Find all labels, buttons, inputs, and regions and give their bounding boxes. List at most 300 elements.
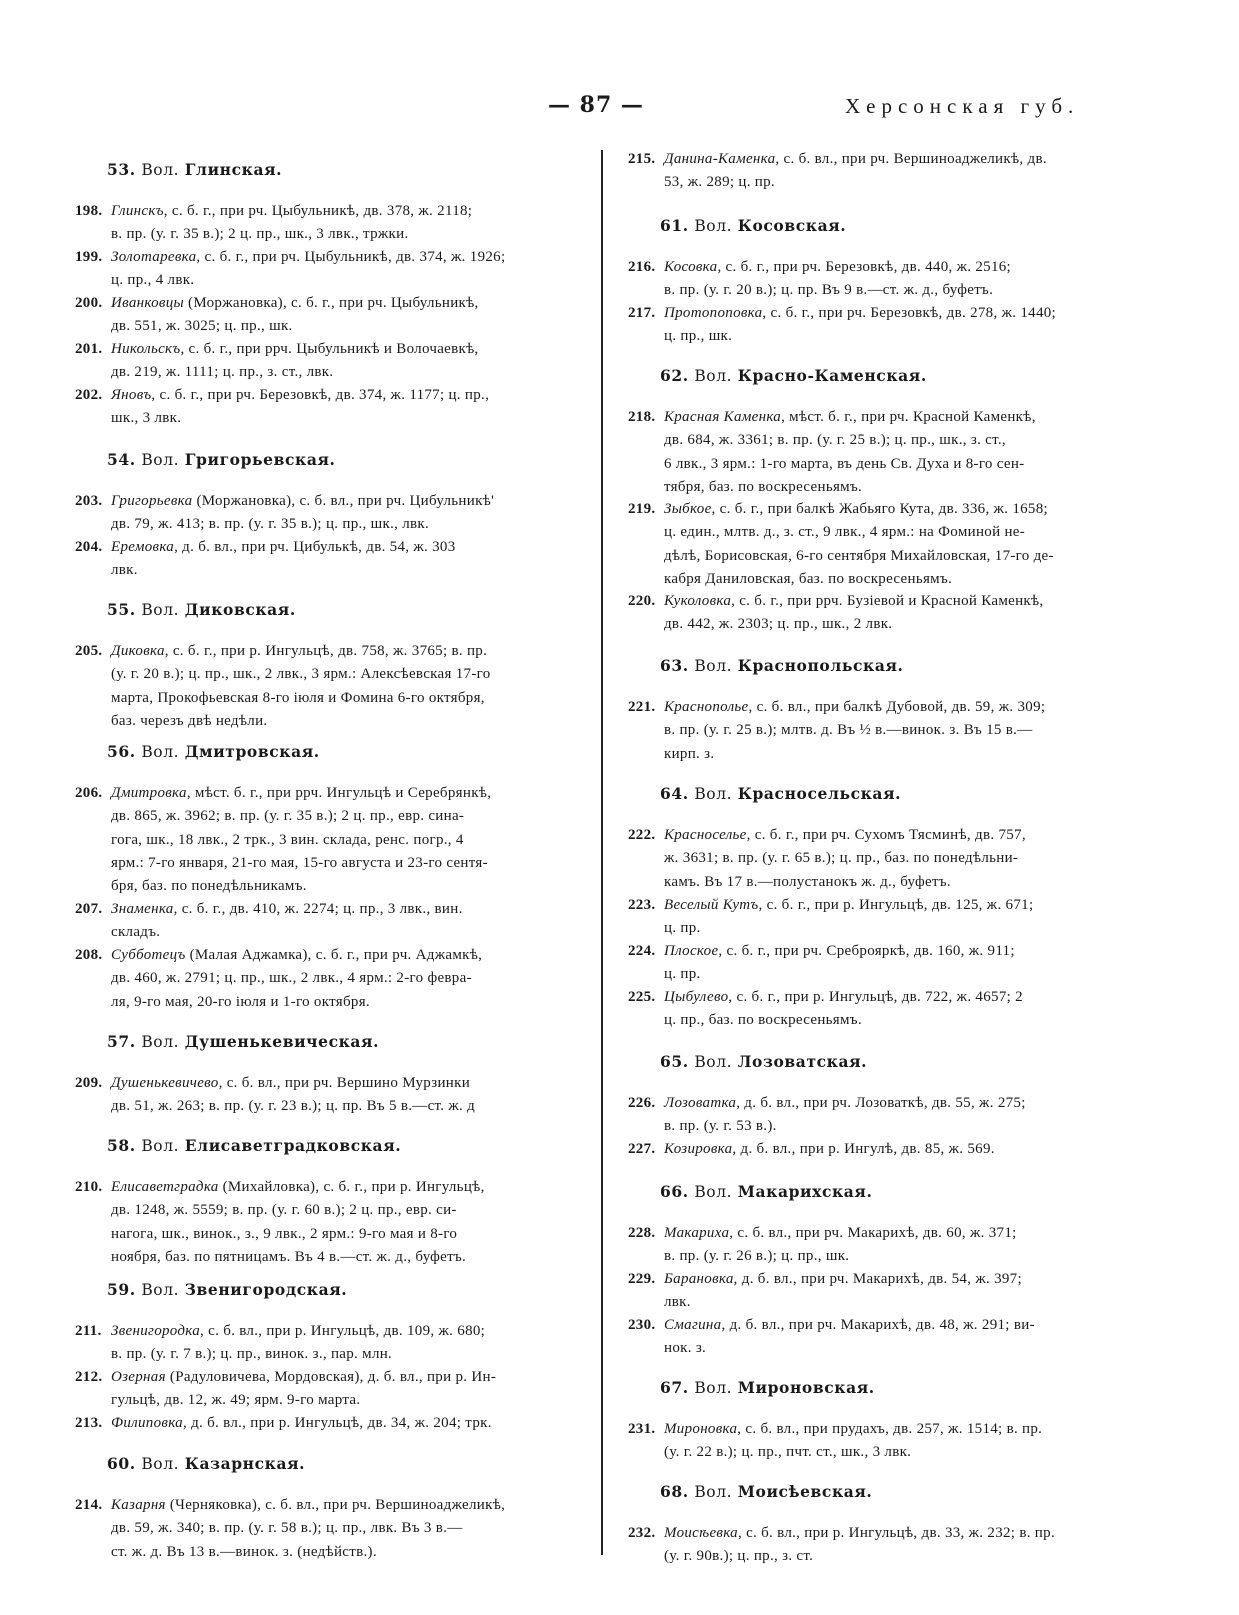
entry-continuation-line [75,1095,595,1118]
place-name: Субботецъ [111,947,186,963]
section-heading [75,450,595,469]
entry-continuation-line [75,1199,595,1222]
place-name: Звенигородка [111,1323,201,1339]
place-name: Лозоватка [664,1095,737,1111]
entry-text: дв. 1248, ж. 5559; в. пр. (у. г. 60 в.); 2 ц. пр., евр. си- [111,1202,457,1219]
place-name: Озерная [111,1369,166,1385]
section-number: 62. [660,366,689,385]
entry-text: , с. б. г., при рч. Березовкѣ, дв. 374, ж. 1177; ц. пр., [151,387,490,403]
entry-text: , мѣст. б. г., при ррч. Ингульцѣ и Серебрянкѣ, [186,785,492,801]
section-name: Григорьевская. [184,450,336,469]
place-name: Еремовка [111,539,175,555]
entry-text: марта, Прокофьевская 8-го іюля и Фомина 6-го октября, [111,689,485,706]
entry-first-line [75,384,595,407]
section-heading [628,1182,1150,1201]
section-number: 65. [660,1052,689,1071]
entry-text: дв. 219, ж. 1111; ц. пр., з. ст., лвк. [111,364,334,381]
entry-number: 206. [75,785,103,801]
section-name: Красно-Каменская. [737,366,927,385]
entry-number: 216. [628,259,656,275]
gazetteer-entry [628,498,1150,591]
entry-continuation-line [75,1246,595,1269]
entry-continuation-line [628,743,1150,766]
gazetteer-entry [628,1418,1150,1465]
entry-number: 222. [628,827,656,843]
entry-text: , с. б. вл., при прудахъ, дв. 257, ж. 1514; в. пр. [737,1421,1043,1437]
section-name: Макарихская. [737,1182,873,1201]
section-label: Вол. [694,367,733,385]
gazetteer-entry [628,256,1150,303]
section-name: Душенькевическая. [184,1032,380,1051]
entry-text: дѣлѣ, Борисовская, 6-го сентября Михайловская, 17-го де- [664,547,1054,564]
right-column [628,148,1150,1568]
entry-text: тября, баз. по воскресеньямъ. [664,478,863,495]
place-name: Зыбкое [664,501,712,517]
entry-first-line [628,696,1150,719]
place-name: Мироновка [664,1421,738,1437]
entry-text: , с. б. г., при рч. Сухомъ Тясминѣ, дв. 757, [746,827,1026,843]
section-heading [628,1482,1150,1501]
section-number: 58. [107,1136,136,1155]
entry-text: (Радуловичева, Мордовская), д. б. вл., при р. Ин- [165,1369,497,1385]
entry-continuation-line [75,829,595,852]
section-number: 66. [660,1182,689,1201]
entry-text: дв. 684, ж. 3361; в. пр. (у. г. 25 в.); ц. пр., шк., з. ст., [664,432,1006,449]
left-column [75,160,595,1580]
gazetteer-entry [75,490,595,537]
section-number: 60. [107,1454,136,1473]
entry-first-line [75,782,595,805]
entry-number: 225. [628,989,656,1005]
entry-number: 212. [75,1369,103,1385]
gazetteer-entry [75,1072,595,1119]
entry-text: лвк. [664,1294,691,1311]
entry-text: дв. 551, ж. 3025; ц. пр., шк. [111,318,293,335]
entry-text: кирп. з. [664,745,715,762]
entry-text: ц. пр. [664,966,701,983]
entry-number: 201. [75,341,103,357]
entry-first-line [628,986,1150,1009]
entry-continuation-line [75,223,595,246]
gazetteer-entry [75,338,595,385]
section-number: 63. [660,656,689,675]
entry-text: , с. б. вл., при р. Ингульцѣ, дв. 33, ж. 232; в. пр. [737,1525,1055,1541]
entry-first-line [75,246,595,269]
entry-continuation-line [628,476,1150,499]
place-name: Душенькевичево [111,1075,219,1091]
gazetteer-entry [628,1268,1150,1315]
entry-continuation-line [75,1223,595,1246]
entry-text: дв. 51, ж. 263; в. пр. (у. г. 23 в.); ц. пр. Въ 5 в.—ст. ж. д [111,1098,476,1115]
section-number: 64. [660,784,689,803]
entry-text: (у. г. 22 в.); ц. пр., пчт. ст., шк., 3 лвк. [664,1444,912,1461]
entry-continuation-line [75,1389,595,1412]
entry-text: , мѣст. б. г., при рч. Красной Каменкѣ, [781,409,1036,425]
entry-text: нок. з. [664,1340,707,1357]
entry-number: 215. [628,151,656,167]
section-heading [628,656,1150,675]
entry-text: , с. б. г., при балкѣ Жабьяго Кута, дв. 336, ж. 1658; [711,501,1048,517]
section-name: Лозоватская. [737,1052,868,1071]
entry-text: нагога, шк., винок., з., 9 лвк., 2 ярм.: 9-го мая и 8-го [111,1225,458,1242]
entry-text: бря, баз. по понедѣльникамъ. [111,878,307,895]
entry-first-line [628,590,1150,613]
place-name: Косовка [664,259,718,275]
entry-text: дв. 460, ж. 2791; ц. пр., шк., 2 лвк., 4 ярм.: 2-го февра- [111,970,472,987]
section-name: Мироновская. [737,1378,875,1397]
entry-continuation-line [628,917,1150,940]
entry-first-line [75,1072,595,1095]
entry-first-line [628,1222,1150,1245]
entry-text: (Моржановка), с. б. вл., при рч. Цибульникѣ' [192,493,495,509]
entry-text: лвк. [111,562,138,579]
entry-number: 227. [628,1141,656,1157]
gazetteer-entry [628,1222,1150,1269]
entry-first-line [75,1494,595,1517]
entry-continuation-line [75,967,595,990]
gazetteer-entry [628,824,1150,894]
entry-continuation-line [628,279,1150,302]
entry-first-line [628,1314,1150,1337]
place-name: Козировка [664,1141,733,1157]
entry-text: ц. пр., баз. по воскресеньямъ. [664,1012,862,1029]
entry-number: 210. [75,1179,103,1195]
gazetteer-entry [75,1176,595,1269]
entry-number: 205. [75,643,103,659]
section-heading [628,784,1150,803]
entry-continuation-line [628,325,1150,348]
entry-text: дв. 865, ж. 3962; в. пр. (у. г. 35 в.); 2 ц. пр., евр. сина- [111,808,465,825]
gazetteer-entry [75,200,595,247]
entry-text: складъ. [111,924,161,941]
entry-continuation-line [75,315,595,338]
entry-first-line [75,1320,595,1343]
entry-text: ст. ж. д. Въ 13 в.—винок. з. (недѣйств.). [111,1543,377,1560]
place-name: Филиповка [111,1415,183,1431]
section-name: Глинская. [184,160,283,179]
entry-text: , д. б. вл., при рч. Макарихѣ, дв. 48, ж. 291; ви- [721,1317,1035,1333]
entry-text: (у. г. 90в.); ц. пр., з. ст. [664,1548,814,1565]
section-name: Казарнская. [184,1454,306,1473]
place-name: Красная Каменка [664,409,782,425]
gazetteer-entry [628,986,1150,1033]
gazetteer-entry [75,292,595,339]
entry-text: (Черняковка), с. б. вл., при рч. Вершиноаджеликѣ, [165,1497,506,1513]
entry-text: ж. 3631; в. пр. (у. г. 65 в.); ц. пр., баз. по понедѣльни- [664,850,1019,867]
page-number: — 87 — [548,92,644,118]
entry-text: камъ. Въ 17 в.—полустанокъ ж. д., буфетъ. [664,873,951,890]
gazetteer-entry [628,302,1150,349]
entry-number: 211. [75,1323,102,1339]
place-name: Смагина [664,1317,722,1333]
entry-continuation-line [628,1441,1150,1464]
entry-text: , с. б. г., при ррч. Бузіевой и Красной Каменкѣ, [731,593,1044,609]
entry-text: дв. 79, ж. 413; в. пр. (у. г. 35 в.); ц. пр., шк., лвк. [111,516,430,533]
entry-first-line [75,200,595,223]
entry-text: кабря Даниловская, баз. по воскресеньямъ. [664,570,953,587]
entry-number: 224. [628,943,656,959]
entry-continuation-line [75,1343,595,1366]
section-label: Вол. [141,743,180,761]
place-name: Барановка [664,1271,734,1287]
page-header [0,92,1239,132]
place-name: Золотаревка [111,249,197,265]
entry-first-line [628,148,1150,171]
entry-text: , с. б. вл., при рч. Вершино Мурзинки [218,1075,471,1091]
gazetteer-entry [75,782,595,898]
entry-first-line [628,1092,1150,1115]
entry-number: 226. [628,1095,656,1111]
section-label: Вол. [141,601,180,619]
place-name: Глинскъ [111,203,164,219]
entry-text: (Михайловка), с. б. г., при р. Ингульцѣ, [218,1179,485,1195]
gazetteer-entry [75,1366,595,1413]
place-name: Протопоповка [664,305,763,321]
gazetteer-entry [75,1320,595,1367]
place-name: Никольскъ [111,341,181,357]
entry-number: 231. [628,1421,656,1437]
entry-number: 218. [628,409,656,425]
entry-continuation-line [75,710,595,733]
section-label: Вол. [141,451,180,469]
entry-number: 232. [628,1525,656,1541]
section-heading [75,1454,595,1473]
entry-continuation-line [628,963,1150,986]
gazetteer-entry [75,1412,595,1435]
entry-continuation-line [628,521,1150,544]
entry-number: 198. [75,203,103,219]
section-label: Вол. [694,785,733,803]
section-name: Диковская. [184,600,296,619]
entry-continuation-line [75,921,595,944]
entry-continuation-line [628,1291,1150,1314]
place-name: Знаменка [111,901,174,917]
entry-first-line [75,1366,595,1389]
gazetteer-entry [75,944,595,1014]
gazetteer-entry [75,246,595,293]
entry-continuation-line [75,269,595,292]
entry-text: в. пр. (у. г. 26 в.); ц. пр., шк. [664,1248,850,1265]
entry-text: , с. б. г., при р. Ингульцѣ, дв. 125, ж. 671; [758,897,1034,913]
entry-first-line [628,302,1150,325]
section-name: Елисаветградковская. [184,1136,402,1155]
entry-number: 209. [75,1075,103,1091]
gazetteer-entry [628,940,1150,987]
entry-text: , д. б. вл., при р. Ингульцѣ, дв. 34, ж. 204; трк. [182,1415,492,1431]
gazetteer-entry [628,894,1150,941]
gazetteer-entry [628,1522,1150,1569]
entry-number: 230. [628,1317,656,1333]
entry-continuation-line [628,1115,1150,1138]
section-name: Дмитровская. [184,742,320,761]
entry-number: 229. [628,1271,656,1287]
entry-number: 221. [628,699,656,715]
entry-continuation-line [628,568,1150,591]
gazetteer-entry [75,898,595,945]
entry-text: , с. б. г., при ррч. Цыбульникѣ и Волочаевкѣ, [180,341,479,357]
entry-continuation-line [628,871,1150,894]
section-label: Вол. [694,217,733,235]
section-number: 54. [107,450,136,469]
entry-continuation-line [75,361,595,384]
entry-text: шк., 3 лвк. [111,410,182,427]
entry-number: 217. [628,305,656,321]
section-heading [628,1378,1150,1397]
place-name: Моисѣевка [664,1525,738,1541]
entry-continuation-line [75,513,595,536]
entry-continuation-line [628,1545,1150,1568]
entry-first-line [628,824,1150,847]
entry-text: , с. б. вл., при р. Ингульцѣ, дв. 109, ж. 680; [200,1323,486,1339]
entry-continuation-line [628,453,1150,476]
section-label: Вол. [694,1379,733,1397]
place-name: Данина-Каменка [664,151,776,167]
entry-text: 6 лвк., 3 ярм.: 1-го марта, въ день Св. Духа и 8-го сен- [664,455,1025,472]
section-number: 53. [107,160,136,179]
section-name: Красносельская. [737,784,902,803]
entry-number: 223. [628,897,656,913]
entry-number: 207. [75,901,103,917]
entry-continuation-line [628,719,1150,742]
gazetteer-entry [628,148,1150,195]
section-label: Вол. [694,1053,733,1071]
gazetteer-entry [75,1494,595,1564]
section-heading [628,216,1150,235]
place-name: Плоское [664,943,719,959]
entry-text: в. пр. (у. г. 35 в.); 2 ц. пр., шк., 3 лвк., тржки. [111,226,409,243]
entry-continuation-line [628,429,1150,452]
entry-first-line [628,406,1150,429]
place-name: Григорьевка [111,493,193,509]
entry-continuation-line [75,1541,595,1564]
entry-text: , с. б. вл., при рч. Вершиноаджеликѣ, дв. [775,151,1047,167]
entry-first-line [75,640,595,663]
entry-text: в. пр. (у. г. 25 в.); млтв. д. Въ ½ в.—винок. з. Въ 15 в.— [664,722,1033,739]
running-title: Херсонская губ. [845,94,1080,118]
gazetteer-entry [628,1092,1150,1139]
entry-text: ярм.: 7-го января, 21-го мая, 15-го августа и 23-го сентя- [111,854,488,871]
section-heading [628,366,1150,385]
entry-text: ц. един., млтв. д., з. ст., 9 лвк., 4 ярм.: на Фоминой не- [664,524,1026,541]
entry-text: , с. б. г., дв. 410, ж. 2274; ц. пр., 3 лвк., вин. [173,901,463,917]
entry-text: , с. б. г., при рч. Березовкѣ, дв. 278, ж. 1440; [762,305,1057,321]
entry-continuation-line [628,545,1150,568]
entry-number: 220. [628,593,656,609]
section-number: 55. [107,600,136,619]
gazetteer-entry [628,1314,1150,1361]
entry-continuation-line [75,991,595,1014]
entry-continuation-line [75,559,595,582]
entry-continuation-line [75,663,595,686]
section-label: Вол. [694,657,733,675]
entry-text: , с. б. г., при рч. Среброяркѣ, дв. 160, ж. 911; [718,943,1015,959]
entry-first-line [628,1268,1150,1291]
entry-text: , д. б. вл., при р. Ингулѣ, дв. 85, ж. 569. [732,1141,995,1157]
section-name: Звенигородская. [184,1280,348,1299]
entry-number: 228. [628,1225,656,1241]
entry-continuation-line [628,171,1150,194]
entry-text: в. пр. (у. г. 7 в.); ц. пр., винок. з., пар. млн. [111,1346,393,1363]
entry-continuation-line [628,613,1150,636]
section-heading [75,742,595,761]
entry-first-line [75,338,595,361]
place-name: Елисаветградка [111,1179,219,1195]
entry-text: , д. б. вл., при рч. Лозоваткѣ, дв. 55, ж. 275; [736,1095,1026,1111]
entry-text: , с. б. г., при рч. Березовкѣ, дв. 440, ж. 2516; [717,259,1012,275]
column-divider [601,150,603,1555]
entry-continuation-line [628,1337,1150,1360]
gazetteer-entry [628,406,1150,499]
place-name: Дмитровка [111,785,187,801]
entry-text: ц. пр., шк. [664,328,733,345]
gazetteer-entry [75,640,595,733]
entry-first-line [628,498,1150,521]
entry-number: 213. [75,1415,103,1431]
gazetteer-entry [628,590,1150,637]
entry-first-line [75,536,595,559]
place-name: Цыбулево [664,989,729,1005]
entry-text: ноября, баз. по пятницамъ. Въ 4 в.—ст. ж. д., буфетъ. [111,1248,467,1265]
place-name: Куколовка [664,593,732,609]
entry-number: 200. [75,295,103,311]
section-heading [75,1280,595,1299]
entry-text: баз. черезъ двѣ недѣли. [111,712,268,729]
entry-first-line [75,490,595,513]
entry-number: 199. [75,249,103,265]
entry-text: , с. б. г., при р. Ингульцѣ, дв. 722, ж. 4657; 2 [728,989,1023,1005]
section-label: Вол. [141,161,180,179]
entry-continuation-line [628,847,1150,870]
entry-text: , д. б. вл., при рч. Макарихѣ, дв. 54, ж. 397; [733,1271,1022,1287]
entry-continuation-line [75,687,595,710]
entry-text: ц. пр. [664,920,701,937]
entry-text: , с. б. г., при р. Ингульцѣ, дв. 758, ж. 3765; в. пр. [164,643,488,659]
entry-continuation-line [75,852,595,875]
place-name: Краснополье [664,699,749,715]
entry-continuation-line [75,407,595,430]
entry-first-line [75,898,595,921]
entry-first-line [628,1138,1150,1161]
place-name: Казарня [111,1497,166,1513]
entry-continuation-line [75,875,595,898]
entry-text: (Малая Аджамка), с. б. г., при рч. Аджамкѣ, [185,947,483,963]
place-name: Веселый Кутъ [664,897,759,913]
place-name: Макариха [664,1225,730,1241]
entry-text: , с. б. г., при рч. Цыбульникѣ, дв. 378, ж. 2118; [163,203,473,219]
entry-number: 204. [75,539,103,555]
entry-text: ля, 9-го мая, 20-го іюля и 1-го октября. [111,993,370,1010]
entry-text: (Моржановка), с. б. г., при рч. Цыбульникѣ, [184,295,479,311]
section-heading [75,1136,595,1155]
section-heading [75,160,595,179]
entry-text: гульцѣ, дв. 12, ж. 49; ярм. 9-го марта. [111,1392,361,1409]
entry-text: , с. б. вл., при балкѣ Дубовой, дв. 59, ж. 309; [748,699,1046,715]
section-label: Вол. [694,1483,733,1501]
entry-continuation-line [628,1009,1150,1032]
section-number: 59. [107,1280,136,1299]
entry-text: ц. пр., 4 лвк. [111,272,195,289]
entry-text: , д. б. вл., при рч. Цибулькѣ, дв. 54, ж. 303 [174,539,456,555]
section-label: Вол. [141,1137,180,1155]
entry-number: 202. [75,387,103,403]
entry-first-line [628,1522,1150,1545]
section-name: Моисѣевская. [737,1482,873,1501]
section-name: Косовская. [737,216,847,235]
entry-number: 214. [75,1497,103,1513]
entry-number: 219. [628,501,656,517]
entry-text: гога, шк., 18 лвк., 2 трк., 3 вин. склада, ренс. погр., 4 [111,831,464,848]
entry-first-line [75,1176,595,1199]
